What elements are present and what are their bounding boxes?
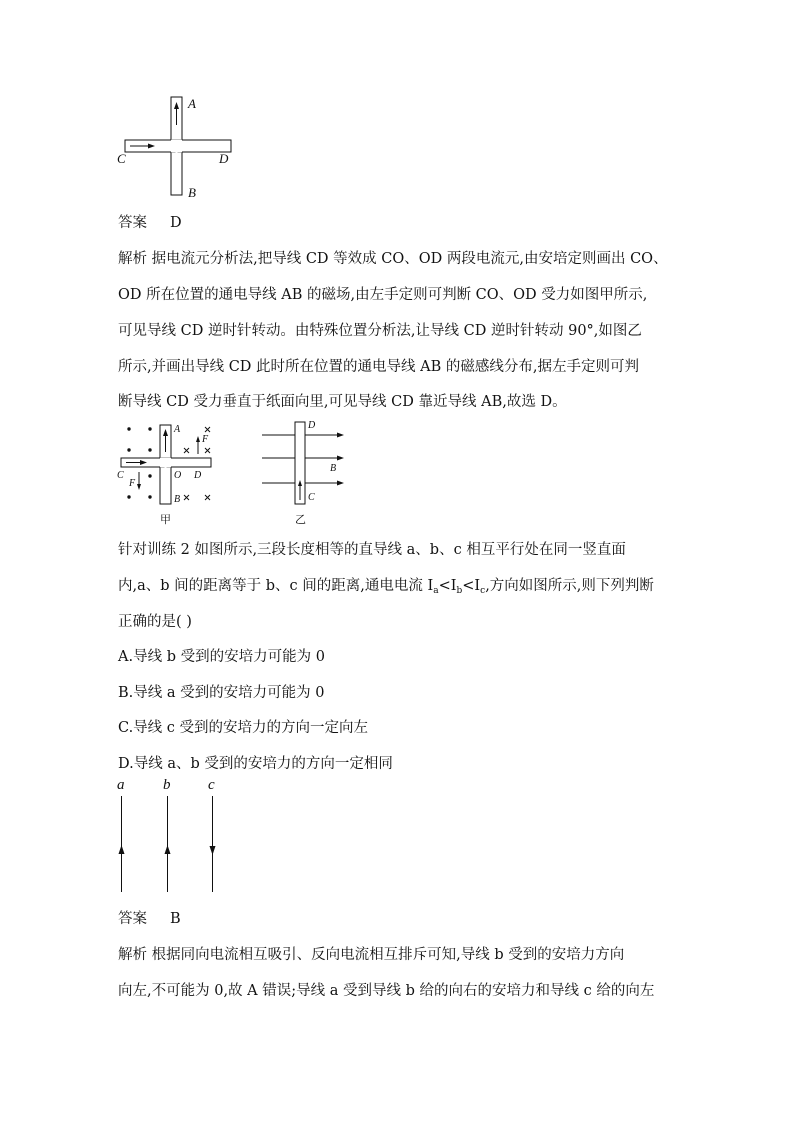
subscript-b: b [456, 586, 463, 596]
fig1-label-b: B [188, 185, 196, 200]
exercise-line-2-start: 内,a、b 间的距离等于 b、c 间的距离,通电电流 I [118, 578, 434, 594]
answer-1-value: D [170, 215, 182, 231]
analysis-1-line-3: 可见导线 CD 逆时针转动。由特殊位置分析法,让导线 CD 逆时针转动 90°,如图乙 [118, 323, 642, 339]
option-c: C.导线 c 受到的安培力的方向一定向左 [118, 720, 369, 736]
analysis-2-line-2: 向左,不可能为 0,故 A 错误;导线 a 受到导线 b 给的向右的安培力和导线 c 给的向左 [118, 983, 655, 999]
yi-caption: 乙 [295, 514, 306, 526]
yi-label-d: D [308, 420, 316, 431]
exercise-line-2-end: ,方向如图所示,则下列判断 [485, 578, 654, 594]
yi-label-b: B [330, 463, 337, 474]
wire-label-a: a [117, 777, 125, 793]
fig1-label-d: D [219, 151, 229, 166]
analysis-1-line-1: 解析 据电流元分析法,把导线 CD 等效成 CO、OD 两段电流元,由安培定则画出 CO、 [118, 251, 668, 267]
option-a: A.导线 b 受到的安培力可能为 0 [118, 649, 325, 665]
answer-2-label: 答案 [118, 911, 147, 927]
less-than-2: <I [462, 578, 481, 594]
subscript-a: a [433, 586, 439, 596]
exercise-line-1: 针对训练 2 如图所示,三段长度相等的直导线 a、b、c 相互平行处在同一竖直面 [118, 542, 626, 558]
fig1-label-a: A [188, 96, 196, 111]
subscript-c: c [480, 586, 486, 596]
answer-2 [118, 909, 181, 929]
option-d: D.导线 a、b 受到的安培力的方向一定相同 [118, 756, 393, 772]
analysis-2-line-1: 解析 根据同向电流相互吸引、反向电流相互排斥可知,导线 b 受到的安培力方向 [118, 947, 625, 963]
analysis-1-line-5: 断导线 CD 受力垂直于纸面向里,可见导线 CD 靠近导线 AB,故选 D。 [118, 394, 567, 410]
answer-1-label: 答案 [118, 215, 147, 231]
analysis-1-line-2: OD 所在位置的通电导线 AB 的磁场,由左手定则可判断 CO、OD 受力如图甲所示, [118, 287, 648, 303]
jia-label-f-bottom: F [129, 478, 136, 489]
jia-label-a: A [174, 424, 181, 435]
wire-label-c: c [208, 777, 215, 793]
jia-label-c: C [117, 470, 124, 481]
jia-caption: 甲 [160, 514, 171, 526]
answer-2-value: B [170, 911, 181, 927]
jia-label-d: D [194, 470, 202, 481]
fig1-label-c: C [117, 151, 126, 166]
wire-label-b: b [163, 777, 171, 793]
exercise-line-3: 正确的是( ) [118, 614, 192, 630]
option-b: B.导线 a 受到的安培力可能为 0 [118, 685, 325, 701]
jia-label-b: B [174, 494, 181, 505]
jia-label-o: O [174, 470, 182, 481]
yi-label-c: C [308, 492, 315, 503]
analysis-1-line-4: 所示,并画出导线 CD 此时所在位置的通电导线 AB 的磁感线分布,据左手定则可判 [118, 359, 639, 375]
jia-label-f-top: F [202, 434, 209, 445]
less-than-1: <I [438, 578, 457, 594]
